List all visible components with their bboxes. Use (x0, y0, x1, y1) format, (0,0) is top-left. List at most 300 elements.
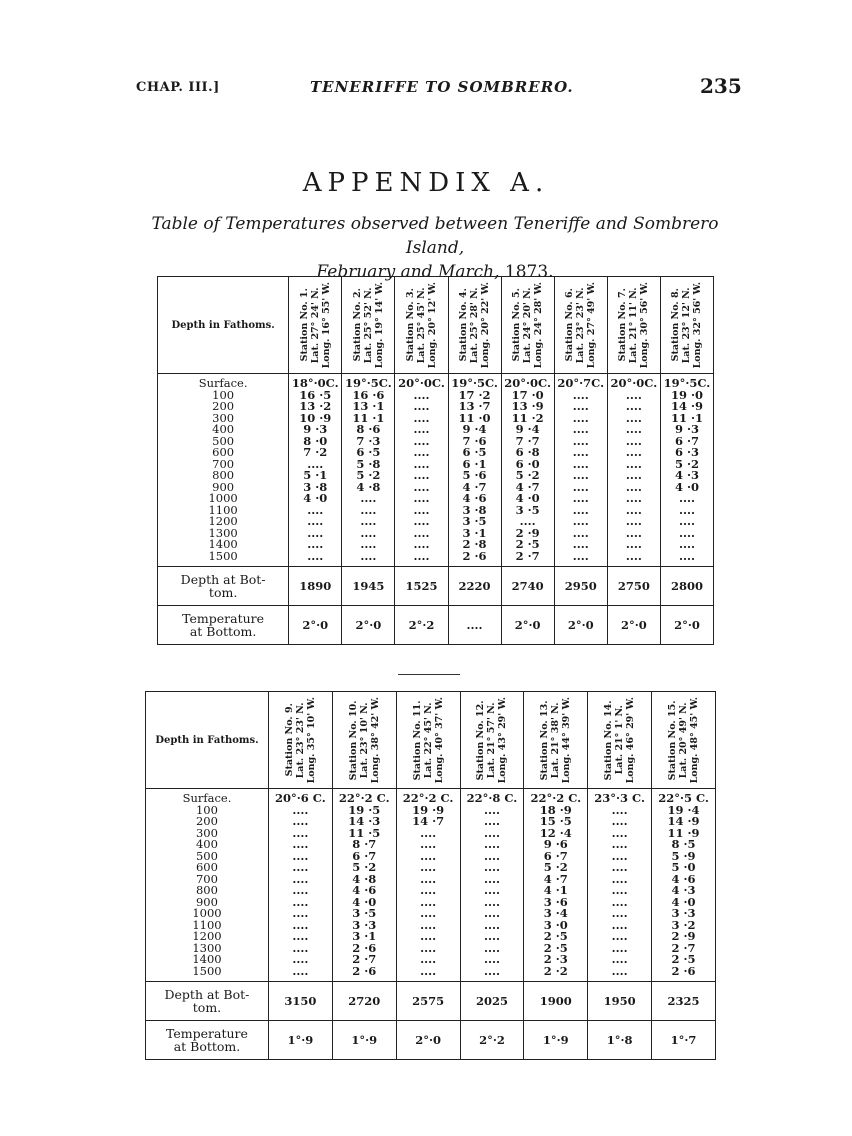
temperature-value: 5 ·0 (671, 860, 696, 874)
temperature-value: .... (413, 514, 430, 528)
running-head (0, 76, 852, 100)
station-latitude: Lat. 25° 45' N. (415, 287, 427, 363)
temperature-value: 19 ·4 (667, 802, 700, 817)
station-header (607, 277, 660, 374)
temperature-at-bottom-row (158, 606, 714, 645)
temperature-value: .... (307, 537, 324, 551)
depth-at-bottom-value: 1900 (524, 982, 588, 1021)
temperature-value: .... (307, 525, 324, 540)
temperature-value: .... (413, 537, 430, 551)
temperature-value: .... (483, 906, 500, 920)
temperature-value: .... (483, 963, 500, 978)
temperature-value: .... (307, 548, 324, 563)
temperature-value: 22°·8 C. (466, 791, 518, 805)
temperature-value: .... (572, 445, 589, 459)
temperature-value: .... (292, 906, 309, 920)
depth-at-bottom-line-1: Depth at Bot- (164, 987, 250, 1002)
station-values (395, 374, 448, 567)
station-values (332, 789, 396, 982)
temperature-value: 3 ·5 (462, 514, 487, 528)
temperature-value: 5 ·8 (356, 456, 381, 471)
temperature-value: 10 ·9 (299, 410, 332, 425)
temperature-value: .... (678, 514, 695, 528)
depth-label: 1100 (208, 502, 238, 517)
temperature-value: .... (572, 502, 589, 517)
depth-label: 700 (212, 456, 235, 471)
temperature-table-1 (157, 276, 714, 645)
temperature-value: 6 ·5 (462, 445, 487, 459)
temperature-value: .... (572, 422, 589, 436)
temperature-value: .... (625, 502, 642, 517)
temperature-value: 8 ·6 (356, 422, 381, 436)
temperature-value: .... (413, 479, 430, 494)
temperature-at-bottom-value: 1°·9 (524, 1021, 588, 1060)
temperature-value: .... (483, 837, 500, 851)
temperature-at-bottom-value: 1°·7 (652, 1021, 716, 1060)
temperature-value: .... (483, 917, 500, 932)
depth-at-bottom-value: 1950 (588, 982, 652, 1021)
station-number: Station No. 9. (283, 703, 295, 777)
depth-at-bottom-value: 2950 (554, 567, 607, 606)
temperature-value: .... (292, 837, 309, 851)
station-number: Station No. 2. (351, 288, 363, 362)
temperature-value: 6 ·0 (515, 456, 540, 471)
depth-label: 900 (212, 479, 235, 494)
temperature-at-bottom-line-2: at Bottom. (189, 624, 257, 639)
section-divider (398, 674, 460, 675)
depth-label: 1500 (208, 548, 238, 563)
station-header (396, 692, 460, 789)
station-header-text (405, 282, 438, 368)
depth-at-bottom-value: 2740 (501, 567, 554, 606)
depth-at-bottom-value: 2720 (332, 982, 396, 1021)
temperature-at-bottom-label (146, 1021, 269, 1060)
temperature-value: .... (572, 399, 589, 413)
station-number: Station No. 3. (404, 288, 416, 362)
temperature-value: .... (611, 837, 628, 851)
temperature-value: .... (413, 456, 430, 471)
temperature-value: .... (292, 802, 309, 817)
station-number: Station No. 14. (603, 700, 615, 780)
station-header-text (348, 697, 381, 783)
temperature-value: .... (420, 906, 437, 920)
depth-label: 100 (212, 387, 235, 402)
temperature-value: .... (420, 929, 437, 943)
temperature-value: .... (360, 502, 377, 517)
temperature-value: .... (611, 883, 628, 897)
station-header (395, 277, 448, 374)
temperature-at-bottom-label (158, 606, 289, 645)
temperature-value: .... (413, 468, 430, 482)
depth-label: 900 (195, 894, 218, 909)
station-longitude: Long. 27° 49' W. (586, 281, 598, 369)
temperature-value: 3 ·4 (543, 906, 568, 920)
temperature-value: 4 ·0 (515, 491, 540, 505)
temperature-value: .... (307, 502, 324, 517)
station-values (607, 374, 660, 567)
temperature-value: .... (292, 929, 309, 943)
temperature-value: 3 ·2 (671, 917, 696, 932)
station-header-text (352, 282, 385, 368)
page-number: 235 (700, 74, 742, 98)
temperature-value: 4 ·7 (515, 479, 540, 494)
temperature-value: 2 ·7 (352, 952, 377, 966)
temperature-value: 22°·2 C. (402, 791, 454, 805)
temperature-value: .... (483, 860, 500, 874)
station-number: Station No. 10. (347, 700, 359, 780)
temperature-value: .... (292, 871, 309, 886)
temperature-value: .... (625, 537, 642, 551)
temperature-value: .... (360, 548, 377, 563)
temperature-value: .... (572, 525, 589, 540)
temperature-value: 2 ·6 (352, 940, 377, 955)
station-values (396, 789, 460, 982)
temperature-value: .... (292, 848, 309, 863)
station-header-text (670, 282, 703, 368)
temperature-value: 6 ·3 (674, 445, 699, 459)
temperature-value: 3 ·6 (543, 894, 568, 909)
temperature-value: .... (611, 860, 628, 874)
station-number: Station No. 6. (564, 288, 576, 362)
station-longitude: Long. 48° 45' W. (689, 696, 701, 784)
temperature-value: .... (413, 410, 430, 425)
depth-label: 1200 (192, 929, 222, 943)
temperature-value: .... (611, 894, 628, 909)
temperature-value: .... (611, 848, 628, 863)
temperature-value: 4 ·0 (674, 479, 699, 494)
depth-values-row (158, 374, 714, 567)
temperature-value: .... (420, 940, 437, 955)
temperature-at-bottom-value: 2°·0 (607, 606, 660, 645)
temperature-value: .... (420, 848, 437, 863)
depth-label: Surface. (182, 791, 232, 805)
station-values (588, 789, 652, 982)
temperature-at-bottom-value: 2°·0 (554, 606, 607, 645)
depth-at-bottom-value: 3150 (268, 982, 332, 1021)
temperature-value: .... (420, 894, 437, 909)
temperature-value: 11 ·1 (352, 410, 385, 425)
station-latitude: Lat. 21° 57' N. (486, 702, 498, 778)
depth-at-bottom-label (146, 982, 269, 1021)
temperature-value: 5 ·2 (515, 468, 540, 482)
temperature-value: .... (483, 825, 500, 840)
temperature-value: 4 ·3 (671, 883, 696, 897)
station-longitude: Long. 35° 10' W. (305, 696, 317, 784)
temperature-value: .... (625, 445, 642, 459)
temperature-value: 2 ·5 (515, 537, 540, 551)
temperature-value: .... (413, 387, 430, 402)
station-header (448, 277, 501, 374)
temperature-value: 9 ·4 (515, 422, 540, 436)
temperature-value: 4 ·6 (671, 871, 696, 886)
appendix-title: APPENDIX A. (302, 168, 550, 198)
depth-values-row (146, 789, 716, 982)
station-header (588, 692, 652, 789)
temperature-value: 5 ·2 (356, 468, 381, 482)
depth-label: 1100 (192, 917, 222, 932)
temperature-value: 9 ·6 (543, 837, 568, 851)
station-values (289, 374, 342, 567)
temperature-value: 2 ·5 (543, 940, 568, 955)
temperature-at-bottom-value: 2°·2 (395, 606, 448, 645)
temperature-value: .... (611, 940, 628, 955)
station-header-text (564, 282, 597, 368)
temperature-value: 14 ·3 (348, 814, 381, 828)
temperature-value: .... (678, 502, 695, 517)
temperature-value: 12 ·4 (539, 825, 572, 840)
temperature-value: 17 ·2 (458, 387, 491, 402)
temperature-value: .... (678, 525, 695, 540)
temperature-value: .... (625, 548, 642, 563)
temperature-value: 3 ·5 (352, 906, 377, 920)
station-latitude: Lat. 21° 38' N. (550, 702, 562, 778)
depth-at-bottom-value: 1890 (289, 567, 342, 606)
station-values (652, 789, 716, 982)
temperature-value: .... (483, 894, 500, 909)
temperature-value: 16 ·6 (352, 387, 385, 402)
temperature-value: .... (572, 456, 589, 471)
temperature-value: .... (420, 883, 437, 897)
temperature-value: 5 ·2 (352, 860, 377, 874)
station-values (524, 789, 588, 982)
temperature-value: 3 ·8 (303, 479, 328, 494)
station-header-text (603, 697, 636, 783)
temperature-value: .... (360, 537, 377, 551)
station-longitude: Long. 43° 29' W. (497, 696, 509, 784)
station-values (448, 374, 501, 567)
temperature-value: .... (292, 883, 309, 897)
temperature-value: .... (625, 514, 642, 528)
temperature-value: 20°·0C. (504, 376, 552, 390)
temperature-value: .... (611, 929, 628, 943)
temperature-value: 17 ·0 (511, 387, 544, 402)
temperature-at-bottom-value: 2°·0 (501, 606, 554, 645)
temperature-value: .... (292, 952, 309, 966)
temperature-value: .... (625, 456, 642, 471)
temperature-value: 19°·5C. (663, 376, 711, 390)
depth-label: 500 (212, 433, 235, 448)
temperature-value: 4 ·7 (543, 871, 568, 886)
station-latitude: Lat. 27° 24' N. (309, 287, 321, 363)
station-number: Station No. 4. (458, 288, 470, 362)
depth-label: 1500 (192, 963, 222, 978)
temperature-value: .... (572, 410, 589, 425)
temperature-value: 5 ·6 (462, 468, 487, 482)
station-header (524, 692, 588, 789)
station-header-text (667, 697, 700, 783)
station-longitude: Long. 44° 39' W. (561, 696, 573, 784)
depth-label: 1000 (192, 906, 222, 920)
station-latitude: Lat. 23° 23' N. (294, 702, 306, 778)
temperature-value: .... (420, 860, 437, 874)
temperature-value: .... (413, 502, 430, 517)
temperature-value: .... (625, 433, 642, 448)
temperature-value: .... (420, 963, 437, 978)
station-longitude: Long. 24° 28' W. (533, 281, 545, 369)
temperature-value: 4 ·0 (303, 491, 328, 505)
temperature-value: .... (625, 479, 642, 494)
temperature-value: 18°·0C. (291, 376, 339, 390)
temperature-at-bottom-line-2: at Bottom. (173, 1039, 241, 1054)
temperature-value: 6 ·8 (515, 445, 540, 459)
depth-label: 1400 (208, 537, 238, 551)
station-header (554, 277, 607, 374)
depth-label: 500 (195, 848, 218, 863)
station-latitude: Lat. 25° 28' N. (469, 287, 481, 363)
temperature-value: 2 ·5 (543, 929, 568, 943)
station-header-text (412, 697, 445, 783)
temperature-value: .... (611, 802, 628, 817)
depth-header: Depth in Fathoms. (158, 277, 289, 374)
depth-at-bottom-value: 1945 (342, 567, 395, 606)
temperature-value: 2 ·9 (515, 525, 540, 540)
depth-at-bottom-row (146, 982, 716, 1021)
station-latitude: Lat. 21° 11' N. (628, 287, 640, 363)
temperature-value: .... (611, 906, 628, 920)
temperature-at-bottom-value: 2°·0 (660, 606, 713, 645)
temperature-value: .... (413, 525, 430, 540)
station-latitude: Lat. 23° 12' N. (681, 287, 693, 363)
temperature-value: .... (519, 514, 536, 528)
depth-label: 100 (195, 802, 218, 817)
running-title: TENERIFFE TO SOMBRERO. (310, 78, 574, 96)
temperature-value: 2 ·6 (352, 963, 377, 978)
depth-label: 600 (212, 445, 235, 459)
temperature-value: 11 ·9 (667, 825, 700, 840)
temperature-value: .... (572, 491, 589, 505)
temperature-value: 2 ·6 (462, 548, 487, 563)
temperature-value: 2 ·9 (671, 929, 696, 943)
depth-at-bottom-row (158, 567, 714, 606)
temperature-at-bottom-value: 1°·8 (588, 1021, 652, 1060)
station-number: Station No. 5. (511, 288, 523, 362)
temperature-value: 3 ·1 (352, 929, 377, 943)
depth-label: 400 (212, 422, 235, 436)
temperature-value: 3 ·0 (543, 917, 568, 932)
temperature-value: 8 ·0 (303, 433, 328, 448)
station-latitude: Lat. 22° 45' N. (422, 702, 434, 778)
station-latitude: Lat. 24° 20' N. (522, 287, 534, 363)
temperature-value: 13 ·1 (352, 399, 385, 413)
temperature-value: .... (572, 548, 589, 563)
depth-label: 400 (195, 837, 218, 851)
temperature-value: .... (678, 491, 695, 505)
temperature-value: 11 ·1 (670, 410, 703, 425)
temperature-value: 20°·0C. (398, 376, 445, 390)
caption-line-1: Table of Temperatures observed between Teneriffe and Sombrero Island, (151, 214, 719, 258)
depth-label: 1200 (208, 514, 238, 528)
depth-at-bottom-line-2: tom. (192, 1000, 222, 1015)
temperature-value: 2 ·6 (671, 963, 696, 978)
temperature-value: 7 ·6 (462, 433, 487, 448)
temperature-value: .... (483, 929, 500, 943)
temperature-value: .... (625, 422, 642, 436)
station-latitude: Lat. 20° 49' N. (678, 702, 690, 778)
temperature-value: 13 ·9 (511, 399, 544, 413)
temperature-value: 4 ·0 (671, 894, 696, 909)
temperature-value: 2 ·7 (515, 548, 540, 563)
temperature-value: 6 ·5 (356, 445, 381, 459)
station-longitude: Long. 38° 42' W. (369, 696, 381, 784)
depth-label: 1400 (192, 952, 222, 966)
depth-label: 200 (195, 814, 218, 828)
station-number: Station No. 1. (298, 288, 310, 362)
depth-at-bottom-value: 2325 (652, 982, 716, 1021)
depth-at-bottom-value: 1525 (395, 567, 448, 606)
station-header (289, 277, 342, 374)
temperature-value: 4 ·7 (462, 479, 487, 494)
temperature-value: 9 ·3 (674, 422, 699, 436)
temperature-value: .... (413, 491, 430, 505)
temperature-value: .... (413, 445, 430, 459)
station-longitude: Long. 32° 56' W. (692, 281, 704, 369)
temperature-value: .... (420, 871, 437, 886)
station-header (501, 277, 554, 374)
temperature-value: .... (483, 814, 500, 828)
temperature-value: 4 ·6 (462, 491, 487, 505)
temperature-value: 3 ·1 (462, 525, 487, 540)
temperature-value: .... (625, 399, 642, 413)
station-latitude: Lat. 23° 10' N. (358, 702, 370, 778)
temperature-value: .... (625, 491, 642, 505)
station-number: Station No. 12. (475, 700, 487, 780)
temperature-value: 14 ·9 (667, 814, 700, 828)
station-header-text (299, 282, 332, 368)
temperature-value: 11 ·2 (511, 410, 544, 425)
depth-at-bottom-value: 2025 (460, 982, 524, 1021)
station-number: Station No. 15. (667, 700, 679, 780)
depth-header: Depth in Fathoms. (146, 692, 269, 789)
temperature-value: .... (360, 491, 377, 505)
temperature-value: .... (483, 883, 500, 897)
temperature-value: 6 ·7 (352, 848, 377, 863)
temperature-value: 14 ·9 (670, 399, 703, 413)
temperature-value: 15 ·5 (539, 814, 572, 828)
station-header (332, 692, 396, 789)
temperature-value: 3 ·5 (515, 502, 540, 517)
temperature-value: .... (572, 537, 589, 551)
depth-labels (158, 374, 289, 567)
chapter-label: CHAP. III.] (136, 80, 220, 95)
depth-label: 800 (195, 883, 218, 897)
station-header-text (475, 697, 508, 783)
station-values (554, 374, 607, 567)
temperature-value: .... (413, 422, 430, 436)
temperature-value: .... (611, 825, 628, 840)
depth-label: 1000 (208, 491, 238, 505)
depth-at-bottom-value: 2750 (607, 567, 660, 606)
temperature-at-bottom-value: 2°·0 (396, 1021, 460, 1060)
header-row (158, 277, 714, 374)
temperature-value: .... (420, 837, 437, 851)
temperature-at-bottom-value: 1°·9 (332, 1021, 396, 1060)
temperature-value: 7 ·2 (303, 445, 328, 459)
depth-at-bottom-value: 2575 (396, 982, 460, 1021)
temperature-value: 4 ·1 (543, 883, 568, 897)
station-header-text (458, 282, 491, 368)
temperature-value: .... (611, 963, 628, 978)
station-header-text (617, 282, 650, 368)
temperature-value: 11 ·5 (348, 825, 381, 840)
temperature-value: .... (572, 479, 589, 494)
temperature-value: .... (420, 917, 437, 932)
temperature-value: 11 ·0 (458, 410, 491, 425)
station-values (501, 374, 554, 567)
station-header-text (539, 697, 572, 783)
temperature-value: 5 ·2 (674, 456, 699, 471)
depth-label: Surface. (198, 376, 248, 390)
temperature-value: 4 ·3 (674, 468, 699, 482)
